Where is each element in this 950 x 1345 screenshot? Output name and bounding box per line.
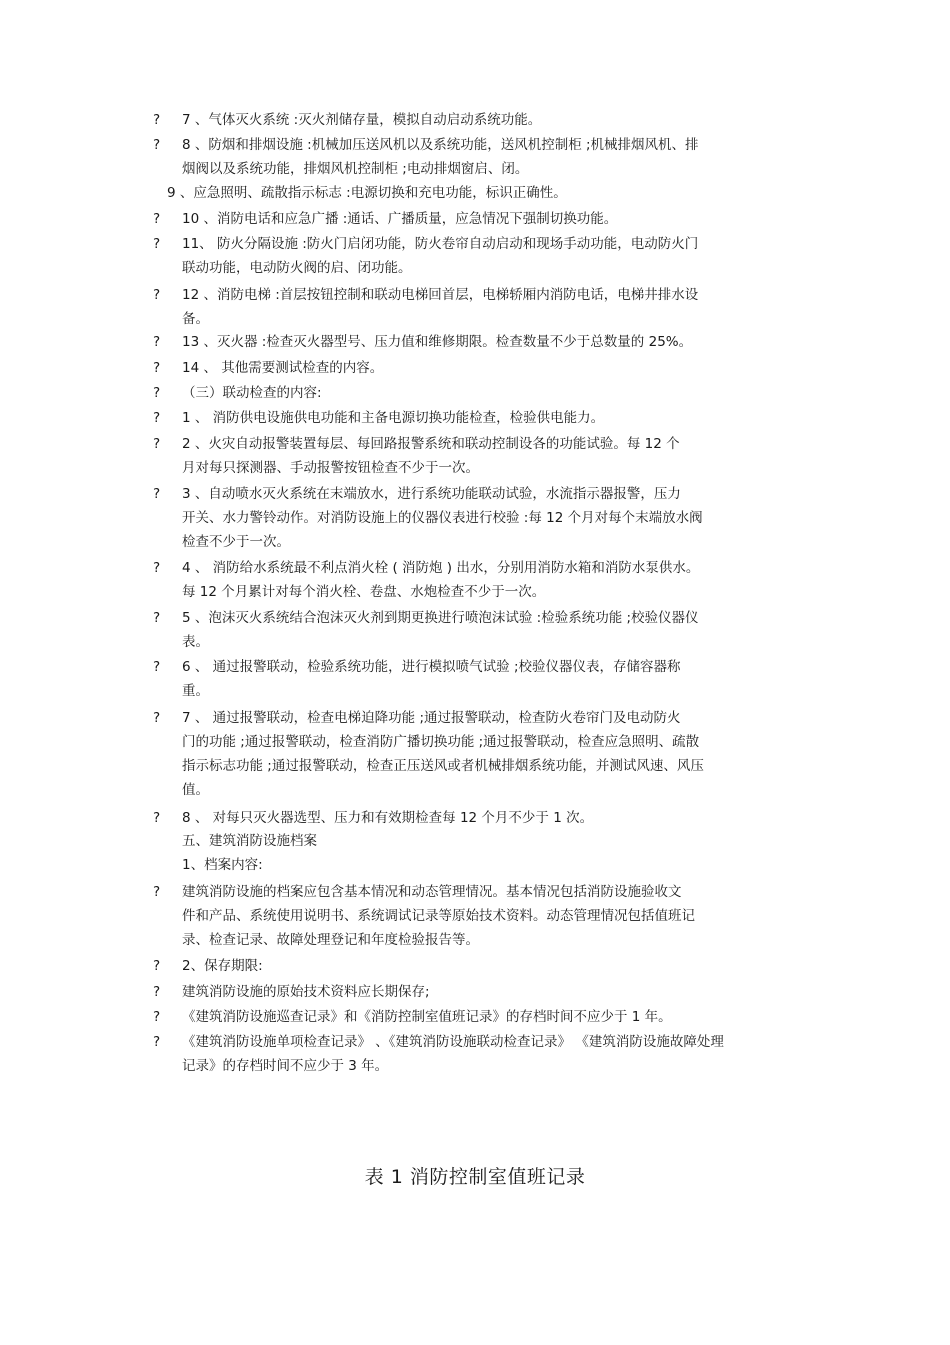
bullet-marker: ? — [153, 137, 161, 153]
bullet-marker: ? — [153, 884, 161, 900]
line-text-segment: 录、检查记录、故障处理登记和年度检验报告等。 — [182, 932, 479, 948]
line-text-segment: 建筑消防设施的档案应包含基本情况和动态管理情况。基本情况包括消防设施验收文 — [182, 884, 682, 900]
bullet-marker: ? — [153, 1009, 161, 1025]
line-text — [182, 381, 832, 405]
bullet-marker: ? — [153, 1034, 161, 1050]
line-text-segment: 6 、 通过报警联动，检验系统功能，进行模拟喷气试验 ;校验仪器仪表，存储容器称 — [182, 659, 681, 675]
bullet-marker: ? — [153, 236, 161, 252]
line-text — [182, 330, 832, 354]
line-text-segment: 烟阀以及系统功能，排烟风机控制柜 ;电动排烟窗启、闭。 — [182, 161, 529, 177]
line-text-segment: 8 、 对每只灭火器选型、压力和有效期检查每 12 个月不少于 1 次。 — [182, 810, 594, 826]
line-text-segment: 8 、防烟和排烟设施 :机械加压送风机以及系统功能，送风机控制柜 ;机械排烟风机、排 — [182, 137, 699, 153]
line-text — [182, 606, 832, 654]
line-text-segment: 《建筑消防设施巡查记录》和《消防控制室值班记录》的存档时间不应少于 1 年。 — [182, 1009, 672, 1025]
line-text — [182, 432, 832, 480]
line-text-segment: 2 、火灾自动报警装置每层、每回路报警系统和联动控制设各的功能试验。每 12 个 — [182, 436, 680, 452]
line-text-segment: 月对每只探测器、手动报警按钮检查不少于一次。 — [182, 460, 479, 476]
line-text-segment: 每 12 个月累计对每个消火栓、卷盘、水炮检查不少于一次。 — [182, 584, 546, 600]
line-text-segment: 7 、气体灭火系统 :灭火剂储存量，模拟自动启动系统功能。 — [182, 112, 542, 128]
line-text-segment: 表。 — [182, 634, 209, 650]
line-text-segment: 《建筑消防设施单项检查记录》 、《建筑消防设施联动检查记录》 《建筑消防设施故障处理 — [182, 1034, 724, 1050]
bullet-marker: ? — [153, 334, 161, 350]
line-text — [182, 1030, 832, 1078]
line-text — [182, 108, 832, 132]
line-text-segment: 12 、消防电梯 :首层按钮控制和联动电梯回首层，电梯轿厢内消防电话，电梯井排水设 — [182, 287, 699, 303]
bullet-marker: ? — [153, 211, 161, 227]
table-title: 表 1 消防控制室值班记录 — [364, 1166, 586, 1188]
line-text — [182, 853, 832, 877]
bullet-marker: ? — [153, 710, 161, 726]
bullet-marker: ? — [153, 984, 161, 1000]
line-text — [182, 980, 832, 1004]
line-text-segment: 联动功能，电动防火阀的启、闭功能。 — [182, 260, 412, 276]
line-text — [182, 706, 832, 802]
line-text-segment: 建筑消防设施的原始技术资料应长期保存; — [182, 984, 430, 1000]
line-text — [182, 556, 832, 604]
line-text-segment: 门的功能 ;通过报警联动，检查消防广播切换功能 ;通过报警联动，检查应急照明、疏散 — [182, 734, 700, 750]
bullet-marker: ? — [153, 659, 161, 675]
line-text-segment: 记录》的存档时间不应少于 3 年。 — [182, 1058, 389, 1074]
line-text-segment: 五、建筑消防设施档案 — [182, 833, 317, 849]
line-text-segment: 5 、泡沫灭火系统结合泡沫灭火剂到期更换进行喷泡沫试验 :检验系统功能 ;校验仪器仪 — [182, 610, 699, 626]
bullet-marker: ? — [153, 112, 161, 128]
line-text-segment: 9 、应急照明、疏散指示标志 :电源切换和充电功能，标识正确性。 — [167, 185, 567, 201]
bullet-marker: ? — [153, 436, 161, 452]
line-text-segment: 7 、 通过报警联动，检查电梯迫降功能 ;通过报警联动，检查防火卷帘门及电动防火 — [182, 710, 681, 726]
line-text-segment: 指示标志功能 ;通过报警联动，检查正压送风或者机械排烟系统功能，并测试风速、风压 — [182, 758, 704, 774]
line-text-segment: 10 、消防电话和应急广播 :通话、广播质量，应急情况下强制切换功能。 — [182, 211, 618, 227]
line-text — [182, 406, 832, 430]
line-text — [182, 207, 832, 231]
line-text-segment: 备。 — [182, 311, 209, 327]
bullet-marker: ? — [153, 958, 161, 974]
line-text-segment: 重。 — [182, 683, 209, 699]
line-text-segment: 14 、 其他需要测试检查的内容。 — [182, 360, 384, 376]
line-text — [182, 880, 832, 952]
line-text — [182, 1005, 832, 1029]
line-text-segment: 件和产品、系统使用说明书、系统调试记录等原始技术资料。动态管理情况包括值班记 — [182, 908, 695, 924]
line-text — [182, 482, 832, 554]
line-text-segment: 开关、水力警铃动作。对消防设施上的仪器仪表进行校验 :每 12 个月对每个末端放水阀 — [182, 510, 703, 526]
bullet-marker: ? — [153, 287, 161, 303]
bullet-marker: ? — [153, 560, 161, 576]
bullet-marker: ? — [153, 610, 161, 626]
line-text-segment: 11、 防火分隔设施 :防火门启闭功能，防火卷帘自动启动和现场手动功能，电动防火门 — [182, 236, 699, 252]
bullet-marker: ? — [153, 810, 161, 826]
line-text-segment: 3 、自动喷水灭火系统在末端放水，进行系统功能联动试验，水流指示器报警，压力 — [182, 486, 681, 502]
line-text — [182, 356, 832, 380]
line-text — [182, 829, 832, 853]
line-text — [182, 232, 832, 280]
line-text — [182, 806, 832, 830]
line-text-segment: 4 、 消防给水系统最不利点消火栓 ( 消防炮 ) 出水，分别用消防水箱和消防水泵供水。 — [182, 560, 700, 576]
bullet-marker: ? — [153, 385, 161, 401]
line-text-segment: 1、档案内容: — [182, 857, 263, 873]
bullet-marker: ? — [153, 360, 161, 376]
line-text-segment: 检查不少于一次。 — [182, 534, 290, 550]
line-text — [182, 283, 832, 331]
line-text-segment: 13 、灭火器 :检查灭火器型号、压力值和维修期限。检查数量不少于总数量的 25%。 — [182, 334, 693, 350]
line-text — [167, 181, 817, 205]
line-text-segment: 1 、 消防供电设施供电功能和主备电源切换功能检查，检验供电能力。 — [182, 410, 605, 426]
line-text-segment: 2、保存期限: — [182, 958, 263, 974]
line-text — [182, 954, 832, 978]
bullet-marker: ? — [153, 486, 161, 502]
line-text-segment: 值。 — [182, 782, 209, 798]
line-text — [182, 655, 832, 703]
bullet-marker: ? — [153, 410, 161, 426]
line-text-segment: （三）联动检查的内容: — [182, 385, 322, 401]
line-text — [182, 133, 832, 181]
